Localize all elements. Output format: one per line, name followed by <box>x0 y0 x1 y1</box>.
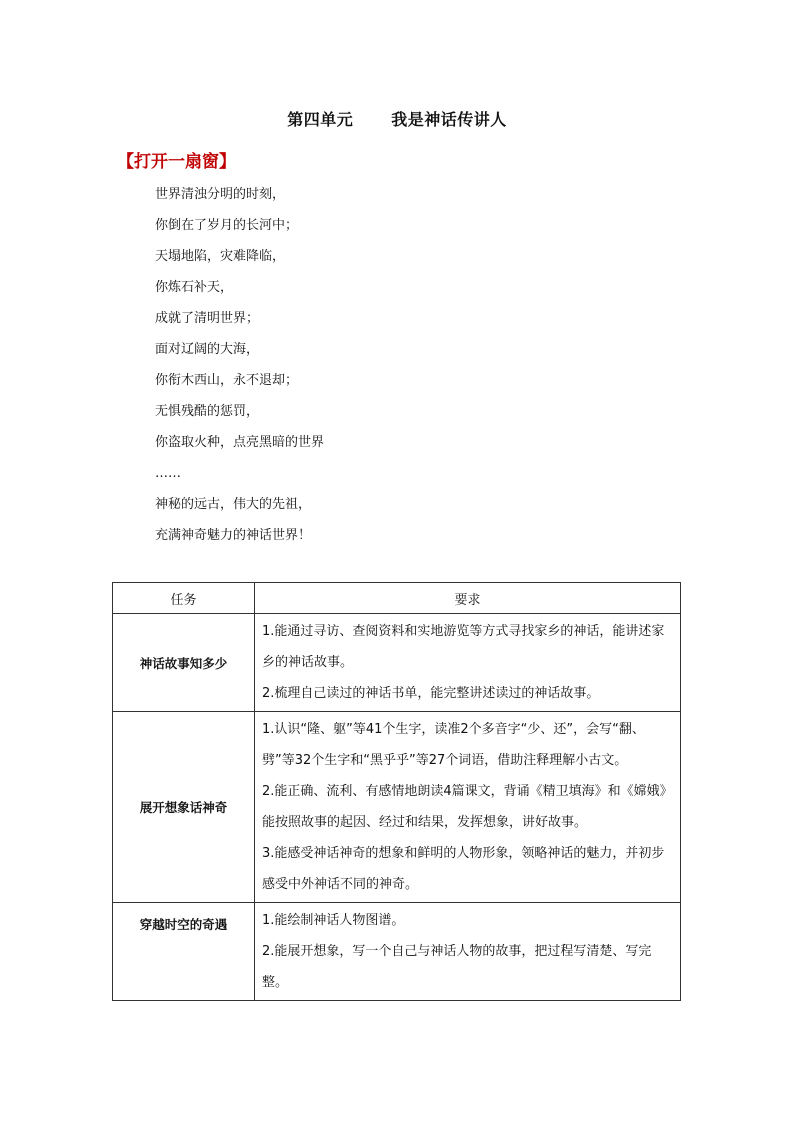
poem-line: 你衔木西山，永不退却； <box>155 373 299 388</box>
requirement-item: 2.能展开想象，写一个自己与神话人物的故事，把过程写清楚、写完整。 <box>262 944 652 990</box>
table-header-row <box>113 583 681 614</box>
table-row <box>113 903 681 1001</box>
requirements-cell <box>255 712 681 903</box>
poem <box>155 183 324 555</box>
unit-name: 我是神话传讲人 <box>391 110 507 129</box>
table-row <box>113 712 681 903</box>
requirement-item: 2.能正确、流利、有感情地朗读4篇课文，背诵《精卫填海》和《嫦娥》 能按照故事的起因、经过和结果，发挥想象，讲好故事。 <box>262 784 673 830</box>
poem-line: 你倒在了岁月的长河中； <box>155 218 299 233</box>
task-table <box>112 582 681 1001</box>
table-row <box>113 614 681 712</box>
requirements-cell <box>255 614 681 712</box>
task-cell: 神话故事知多少 <box>113 614 255 712</box>
poem-line: 你盗取火种，点亮黑暗的世界 <box>155 435 325 450</box>
poem-line: 无惧残酷的惩罚， <box>155 404 260 419</box>
poem-line: 成就了清明世界； <box>155 311 260 326</box>
column-header-requirements: 要求 <box>255 583 681 614</box>
task-cell: 穿越时空的奇遇 <box>113 903 255 1001</box>
poem-line: 天塌地陷，灾难降临， <box>155 249 286 264</box>
poem-line: 神秘的远古，伟大的先祖， <box>155 497 312 512</box>
requirements-cell <box>255 903 681 1001</box>
poem-line: 你炼石补天， <box>155 280 234 295</box>
requirement-item: 1.能绘制神话人物图谱。 <box>262 913 405 928</box>
poem-line: …… <box>155 466 181 481</box>
poem-line: 世界清浊分明的时刻， <box>155 187 286 202</box>
requirement-item: 1.能通过寻访、查阅资料和实地游览等方式寻找家乡的神话，能讲述家乡的神话故事。 <box>262 624 665 670</box>
poem-line: 充满神奇魅力的神话世界！ <box>155 528 312 543</box>
section-heading: 【打开一扇窗】 <box>117 152 236 172</box>
task-cell: 展开想象话神奇 <box>113 712 255 903</box>
requirement-item: 2.梳理自己读过的神话书单，能完整讲述读过的神话故事。 <box>262 686 600 701</box>
page-title <box>0 107 794 130</box>
requirement-item: 3.能感受神话神奇的想象和鲜明的人物形象，领略神话的魅力，并初步感受中外神话不同的神奇。 <box>262 846 665 892</box>
poem-line: 面对辽阔的大海， <box>155 342 260 357</box>
unit-label: 第四单元 <box>287 110 354 129</box>
requirement-item: 1.认识“隆、躯”等41个生字，读准2个多音字“少、还”，会写“翻、劈”等32个生字和“黑乎乎”等27个词语，借助注释理解小古文。 <box>262 722 645 768</box>
column-header-task: 任务 <box>113 583 255 614</box>
